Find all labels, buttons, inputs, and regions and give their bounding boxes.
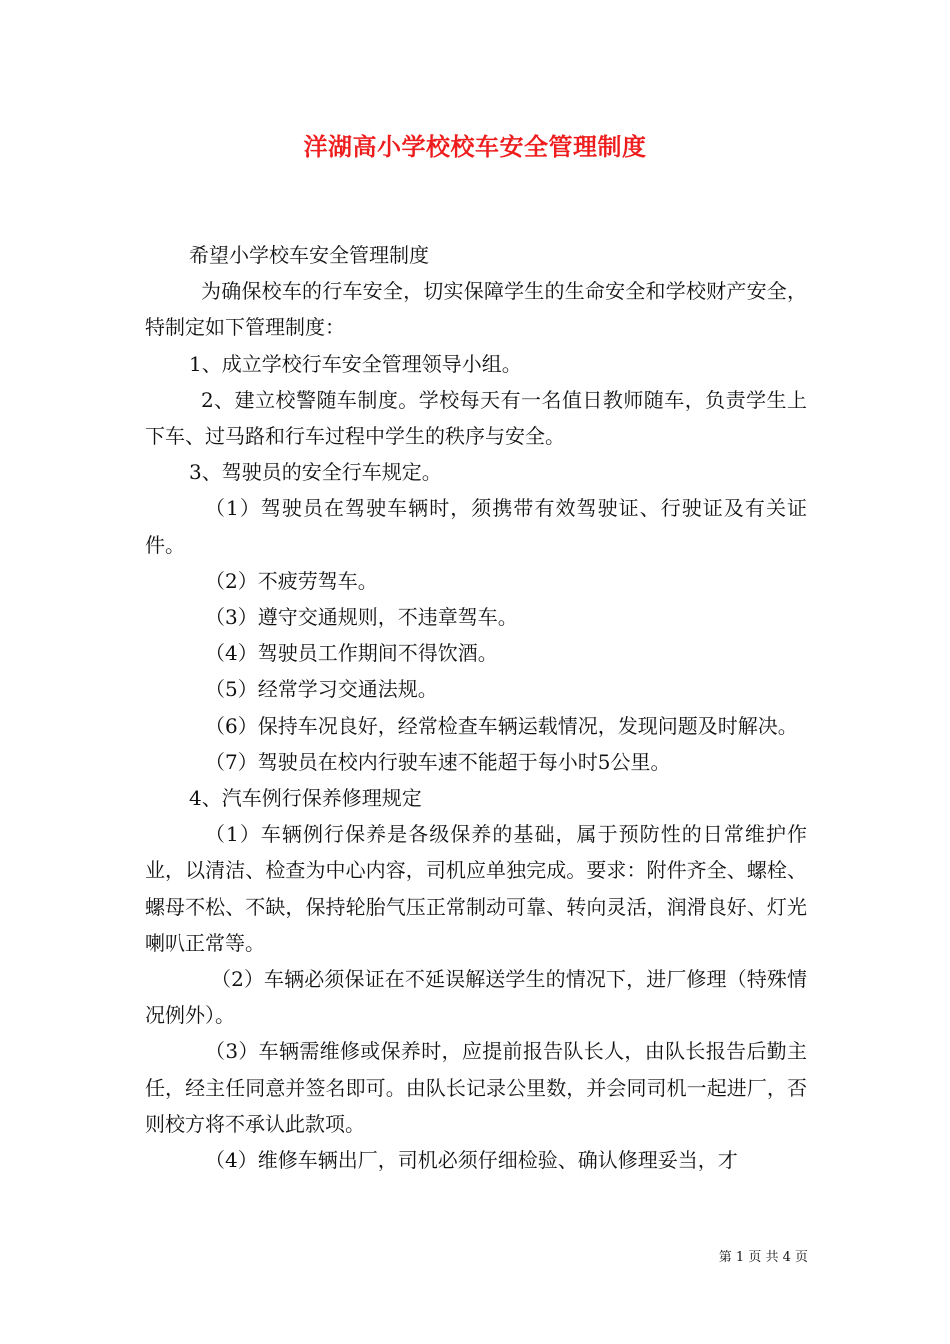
paragraph-item-4: 4、汽车例行保养修理规定 (189, 786, 422, 811)
paragraph-rule-4-2: （2）车辆必须保证在不延误解送学生的情况下，进厂修理（特殊情况例外）。 (145, 967, 807, 1028)
paragraph-rule-3-2: （2）不疲劳驾车。 (205, 568, 378, 593)
paragraph-item-3: 3、驾驶员的安全行车规定。 (189, 460, 442, 485)
paragraph-rule-3-1: （1）驾驶员在驾驶车辆时，须携带有效驾驶证、行驶证及有关证件。 (145, 496, 807, 557)
paragraph-rule-3-5: （5）经常学习交通法规。 (205, 677, 438, 702)
paragraph-item-2: 2、建立校警随车制度。学校每天有一名值日教师随车，负责学生上下车、过马路和行车过程中学生的秩序与安全。 (145, 387, 807, 449)
paragraph-rule-3-3: （3）遵守交通规则，不违章驾车。 (205, 605, 518, 630)
paragraph-intro: 为确保校车的行车安全，切实保障学生的生命安全和学校财产安全，特制定如下管理制度： (145, 279, 807, 340)
page-number-footer: 第 1 页 共 4 页 (718, 1250, 808, 1265)
paragraph-rule-4-4: （4）维修车辆出厂，司机必须仔细检验、确认修理妥当，才 (205, 1148, 738, 1173)
document-body (145, 237, 807, 1178)
paragraph-item-1: 1、成立学校行车安全管理领导小组。 (189, 351, 522, 376)
paragraph-heading: 希望小学校车安全管理制度 (189, 243, 429, 267)
paragraph-rule-4-3: （3）车辆需维修或保养时，应提前报告队长人，由队长报告后勤主任，经主任同意并签名即可。由队长记录公里数，并会同司机一起进厂，否则校方将不承认此款项。 (145, 1039, 807, 1136)
paragraph-rule-3-4: （4）驾驶员工作期间不得饮酒。 (205, 641, 498, 666)
paragraph-rule-4-1: （1）车辆例行保养是各级保养的基础，属于预防性的日常维护作业，以清洁、检查为中心内容，司机应单独完成。要求：附件齐全、螺栓、螺母不松、不缺，保持轮胎气压正常制动可靠、转向灵活，润滑良好、灯光喇叭正常等。 (145, 822, 807, 955)
paragraph-rule-3-6: （6）保持车况良好，经常检查车辆运载情况，发现问题及时解决。 (205, 713, 798, 738)
document-title: 洋湖高小学校校车安全管理制度 (303, 133, 647, 161)
paragraph-rule-3-7: （7）驾驶员在校内行驶车速不能超于每小时5公里。 (205, 749, 671, 774)
